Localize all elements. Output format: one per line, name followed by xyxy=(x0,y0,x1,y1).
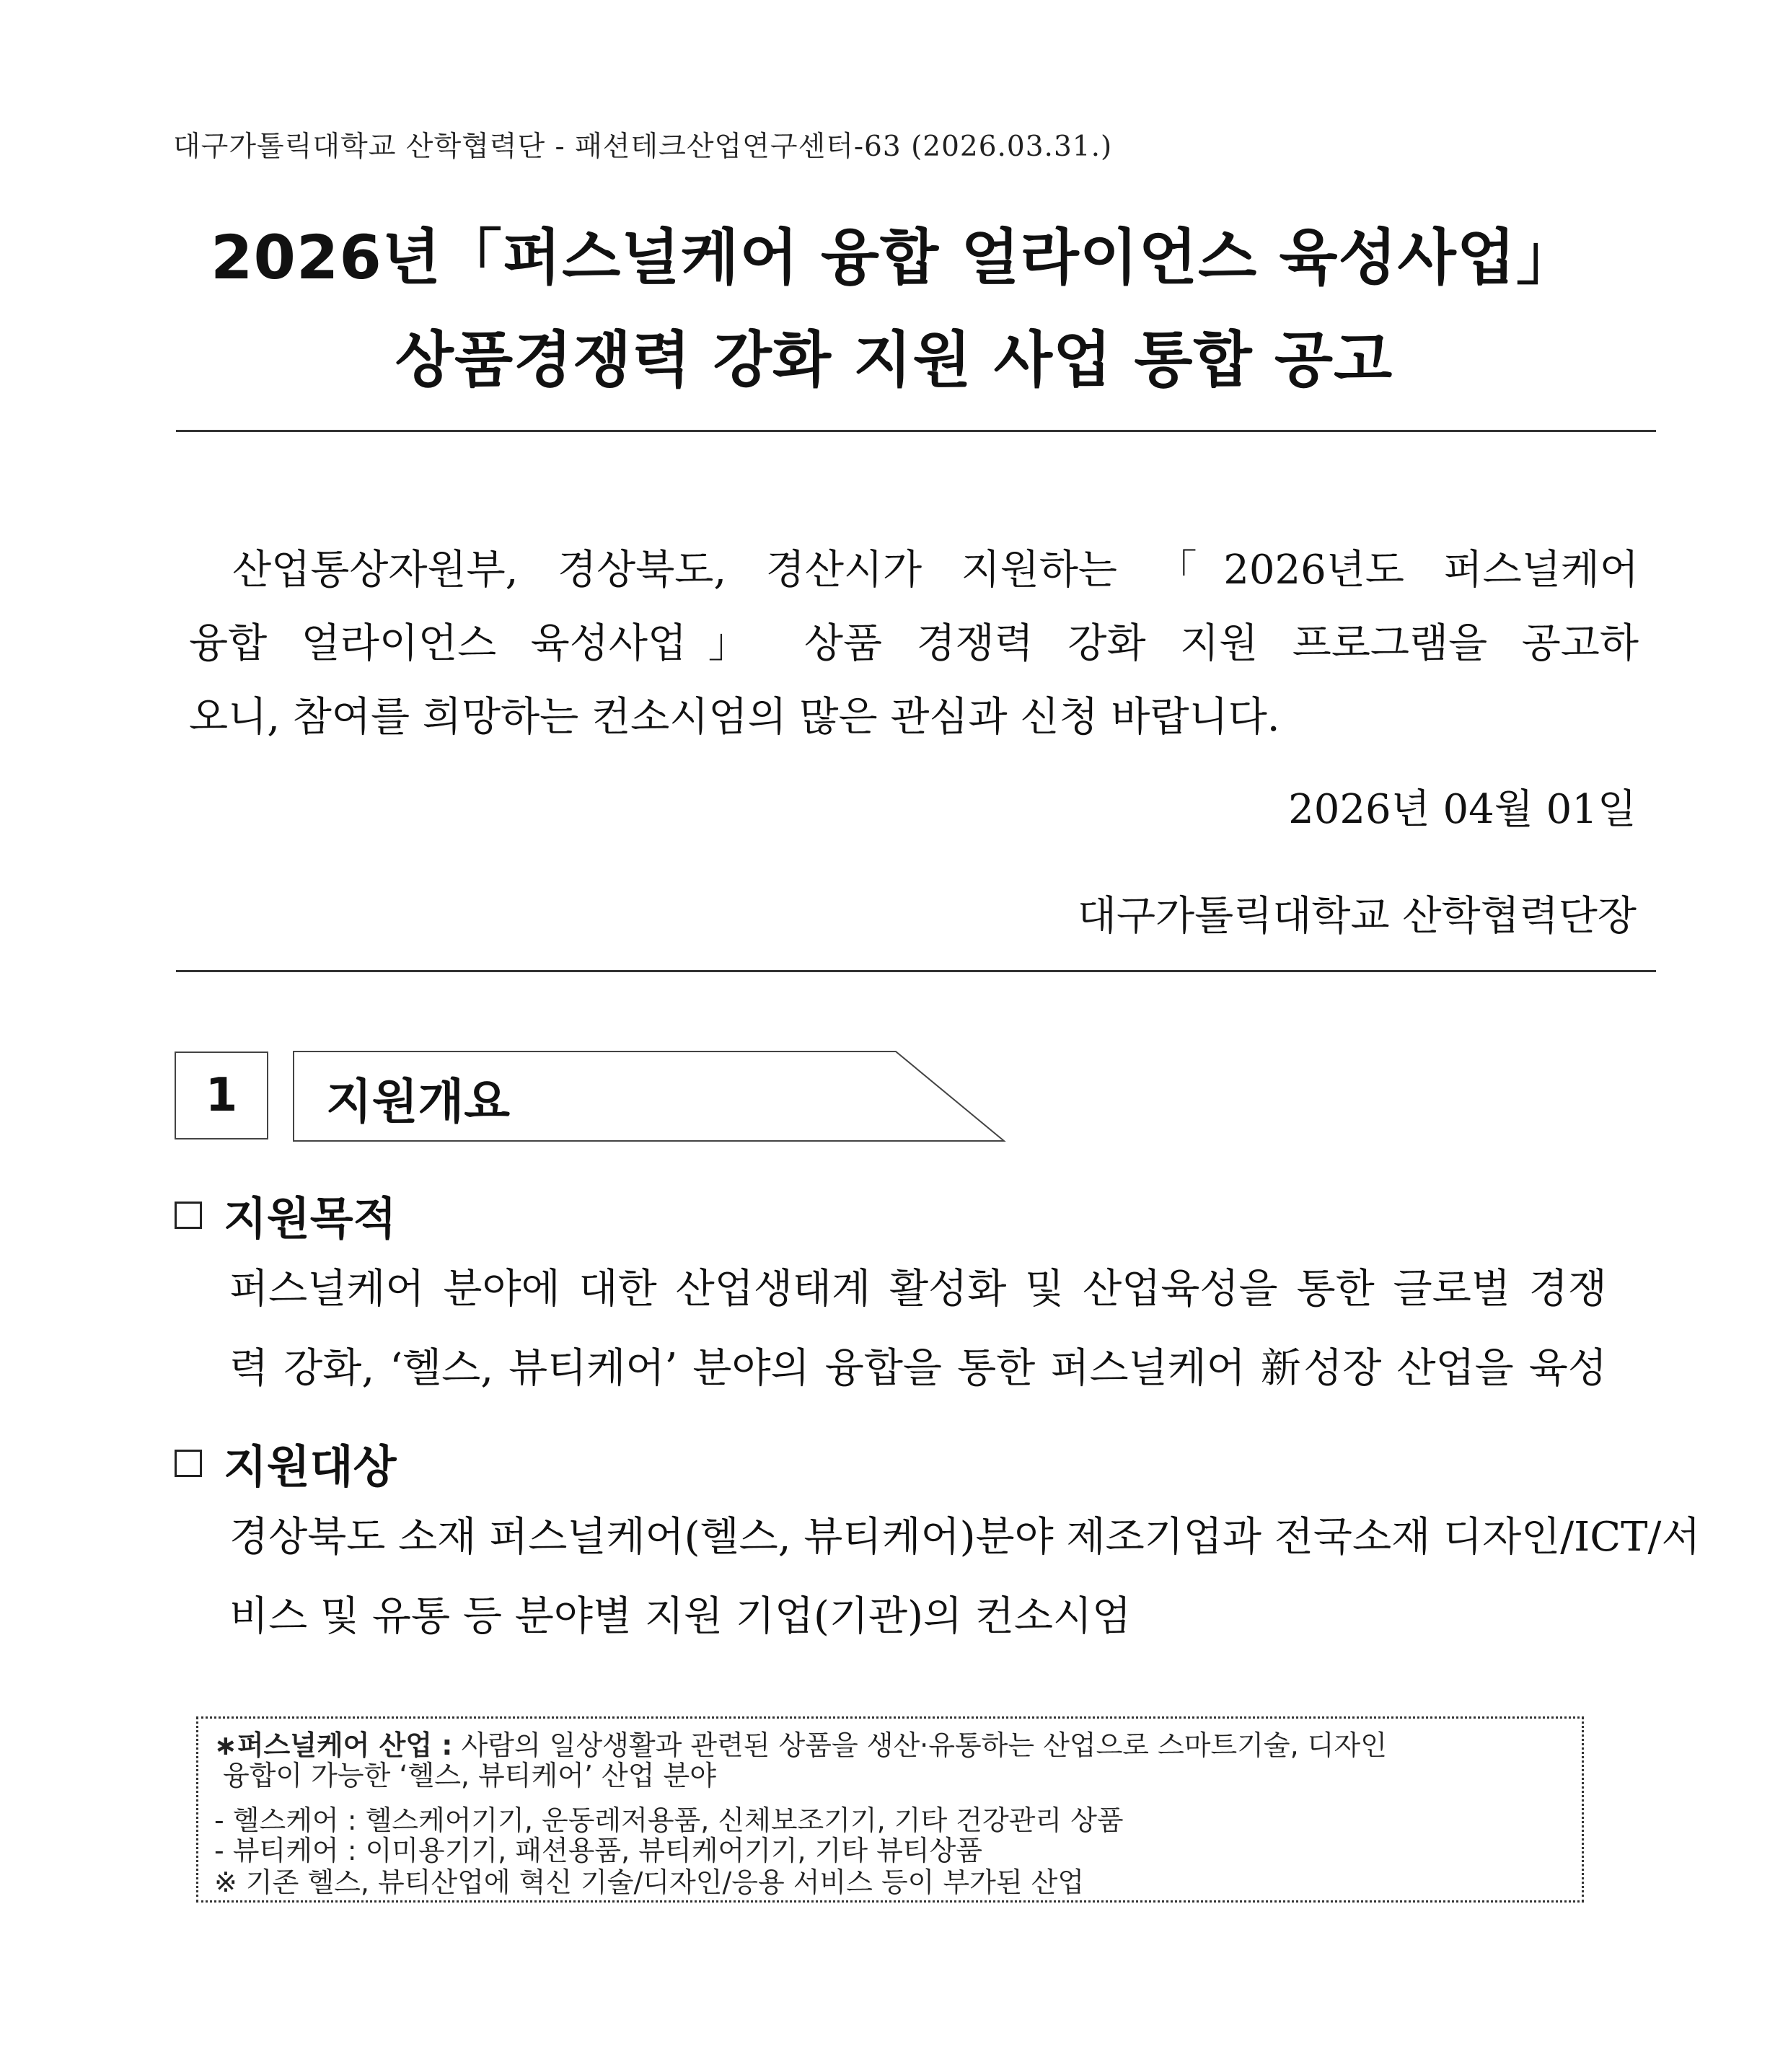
note-item-healthcare: - 헬스케어 : 헬스케어기기, 운동레저용품, 신체보조기기, 기타 건강관리 상품 xyxy=(214,1804,1124,1836)
section-title: 지원개요 xyxy=(326,1074,511,1129)
purpose-heading xyxy=(175,1183,397,1247)
intro-line: 산업통상자원부, 경상북도, 경산시가 지원하는 「2026년도 퍼스널케어 xyxy=(232,547,1639,594)
section-number-box xyxy=(175,1052,268,1139)
note-item-beautycare: - 뷰티케어 : 이미용기기, 패션용품, 뷰티케어기기, 기타 뷰티상품 xyxy=(214,1835,983,1866)
definition-line-2: 융합이 가능한 ‘헬스, 뷰티케어’ 산업 분야 xyxy=(223,1760,716,1791)
document-reference: 대구가톨릭대학교 산학협력단 - 패션테크산업연구센터-63 (2026.03.31.) xyxy=(173,131,1113,163)
intro-line: 오니, 참여를 희망하는 컨소시엄의 많은 관심과 신청 바랍니다. xyxy=(189,694,1280,741)
title-divider xyxy=(176,430,1656,432)
purpose-text xyxy=(229,1250,1607,1408)
definition-note-box xyxy=(196,1716,1584,1903)
intro-paragraph xyxy=(189,534,1639,754)
intro-line: 융합 얼라이언스 육성사업」 상품 경쟁력 강화 지원 프로그램을 공고하 xyxy=(189,620,1639,667)
document-title-line-2: 상품경쟁력 강화 지원 사업 통합 공고 xyxy=(395,325,1393,395)
target-line: 경상북도 소재 퍼스널케어(헬스, 뷰티케어)분야 제조기업과 전국소재 디자인/ICT/서 xyxy=(229,1514,1701,1561)
note-remark: ※ 기존 헬스, 뷰티산업에 혁신 기술/디자인/응용 서비스 등이 부가된 산업 xyxy=(214,1866,1085,1898)
target-line: 비스 및 유통 등 분야별 지원 기업(기관)의 컨소시엄 xyxy=(229,1593,1132,1640)
definition-line-1 xyxy=(214,1729,1387,1762)
signer-name: 대구가톨릭대학교 산학협력단장 xyxy=(1077,893,1637,940)
definition-term: ∗퍼스널케어 산업 : xyxy=(214,1729,453,1761)
checkbox-icon xyxy=(175,1450,202,1477)
announcement-date: 2026년 04월 01일 xyxy=(1288,786,1637,833)
section-number: 1 xyxy=(205,1069,238,1122)
document-title-line-1: 2026년「퍼스널케어 융합 얼라이언스 육성사업」 xyxy=(211,222,1577,293)
target-text xyxy=(229,1498,1701,1657)
purpose-line: 퍼스널케어 분야에 대한 산업생태계 활성화 및 산업육성을 통한 글로벌 경쟁 xyxy=(229,1266,1607,1313)
purpose-line: 력 강화, ‘헬스, 뷰티케어’ 분야의 융합을 통한 퍼스널케어 新성장 산업을 육성 xyxy=(229,1345,1607,1392)
definition-text: 사람의 일상생활과 관련된 상품을 생산·유통하는 산업으로 스마트기술, 디자인 xyxy=(452,1729,1387,1761)
target-heading xyxy=(175,1431,397,1495)
intro-divider xyxy=(176,970,1656,972)
target-heading-label: 지원대상 xyxy=(224,1440,397,1493)
purpose-heading-label: 지원목적 xyxy=(224,1192,397,1245)
checkbox-icon xyxy=(175,1202,202,1229)
